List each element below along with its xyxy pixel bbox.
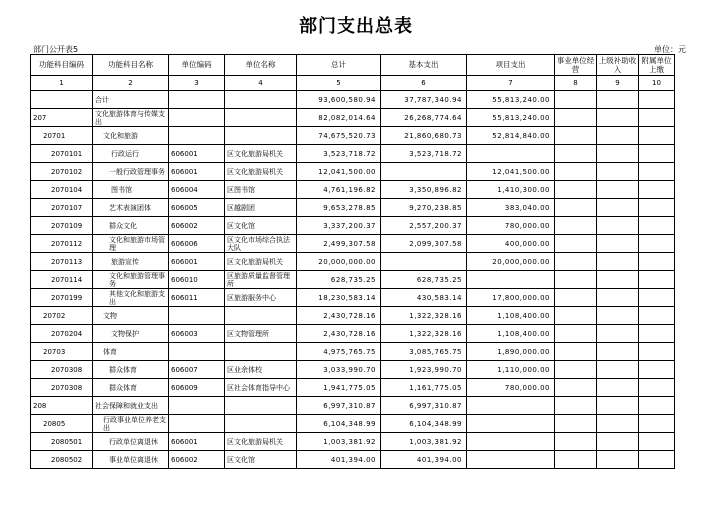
- shiye-cell: [555, 217, 597, 235]
- shiye-cell: [555, 109, 597, 127]
- unit-name-cell: 区旅游服务中心: [225, 289, 297, 307]
- table-row: [31, 109, 675, 127]
- project-cell: [467, 451, 555, 469]
- unit-name-cell: 区业余体校: [225, 361, 297, 379]
- table-row: [31, 451, 675, 469]
- code-cell: 20805: [31, 415, 93, 433]
- name-cell: 文化旅游体育与传媒支出: [93, 109, 169, 127]
- unit-name-cell: 区图书馆: [225, 181, 297, 199]
- basic-cell: 6,997,310.87: [381, 397, 467, 415]
- header-cell: 单位名称: [225, 55, 297, 76]
- fushu-cell: [639, 397, 675, 415]
- index-cell: 10: [639, 76, 675, 91]
- name-cell: 其他文化和旅游支出: [93, 289, 169, 307]
- fushu-cell: [639, 91, 675, 109]
- index-cell: 8: [555, 76, 597, 91]
- code-cell: 207: [31, 109, 93, 127]
- name-cell: 群众体育: [93, 379, 169, 397]
- shangji-cell: [597, 433, 639, 451]
- unit-code-cell: 606001: [169, 163, 225, 181]
- shangji-cell: [597, 127, 639, 145]
- header-cell: 单位编码: [169, 55, 225, 76]
- index-cell: 3: [169, 76, 225, 91]
- unit-code-cell: 606001: [169, 433, 225, 451]
- fushu-cell: [639, 379, 675, 397]
- fushu-cell: [639, 163, 675, 181]
- unit-name-cell: 区文化旅游局机关: [225, 433, 297, 451]
- index-cell: 5: [297, 76, 381, 91]
- name-cell: 文化和旅游管理事务: [93, 271, 169, 289]
- table-row: [31, 271, 675, 289]
- index-cell: 2: [93, 76, 169, 91]
- fushu-cell: [639, 325, 675, 343]
- project-cell: 1,410,300.00: [467, 181, 555, 199]
- code-cell: 2070101: [31, 145, 93, 163]
- basic-cell: 37,787,340.94: [381, 91, 467, 109]
- basic-cell: 1,923,990.70: [381, 361, 467, 379]
- total-cell: 20,000,000.00: [297, 253, 381, 271]
- basic-cell: 401,394.00: [381, 451, 467, 469]
- name-cell: 旅游宣传: [93, 253, 169, 271]
- unit-name-cell: 区文化旅游局机关: [225, 163, 297, 181]
- total-cell: 4,761,196.82: [297, 181, 381, 199]
- unit-name-cell: 区社会体育指导中心: [225, 379, 297, 397]
- shangji-cell: [597, 451, 639, 469]
- unit-code-cell: 606009: [169, 379, 225, 397]
- code-cell: 2070308: [31, 379, 93, 397]
- basic-cell: 2,099,307.58: [381, 235, 467, 253]
- total-cell: 3,337,200.37: [297, 217, 381, 235]
- shangji-cell: [597, 361, 639, 379]
- project-cell: 55,813,240.00: [467, 109, 555, 127]
- fushu-cell: [639, 451, 675, 469]
- unit-code-cell: 606002: [169, 451, 225, 469]
- shiye-cell: [555, 379, 597, 397]
- index-cell: 4: [225, 76, 297, 91]
- unit-name-cell: 区文化馆: [225, 451, 297, 469]
- unit-name-cell: [225, 127, 297, 145]
- name-cell: 文物保护: [93, 325, 169, 343]
- unit-code-cell: [169, 307, 225, 325]
- total-cell: 628,735.25: [297, 271, 381, 289]
- name-cell: 行政事业单位养老支出: [93, 415, 169, 433]
- total-cell: 1,941,775.05: [297, 379, 381, 397]
- unit-code-cell: [169, 343, 225, 361]
- shiye-cell: [555, 163, 597, 181]
- unit-name-cell: 区文化馆: [225, 217, 297, 235]
- total-cell: 401,394.00: [297, 451, 381, 469]
- fushu-cell: [639, 289, 675, 307]
- shiye-cell: [555, 127, 597, 145]
- project-cell: 1,108,400.00: [467, 325, 555, 343]
- code-cell: 2070113: [31, 253, 93, 271]
- code-cell: 2070109: [31, 217, 93, 235]
- table-row: [31, 253, 675, 271]
- shangji-cell: [597, 181, 639, 199]
- shiye-cell: [555, 397, 597, 415]
- table-row: [31, 127, 675, 145]
- total-cell: 2,430,728.16: [297, 325, 381, 343]
- total-cell: 3,033,990.70: [297, 361, 381, 379]
- fushu-cell: [639, 235, 675, 253]
- code-cell: 20703: [31, 343, 93, 361]
- header-cell: 功能科目名称: [93, 55, 169, 76]
- project-cell: 383,040.00: [467, 199, 555, 217]
- table-row: [31, 343, 675, 361]
- project-cell: [467, 271, 555, 289]
- name-cell: 合计: [93, 91, 169, 109]
- index-cell: 7: [467, 76, 555, 91]
- name-cell: 文化和旅游: [93, 127, 169, 145]
- name-cell: 行政单位离退休: [93, 433, 169, 451]
- code-cell: 2070102: [31, 163, 93, 181]
- basic-cell: 9,270,238.85: [381, 199, 467, 217]
- unit-label: 单位：元: [654, 45, 686, 54]
- shangji-cell: [597, 235, 639, 253]
- fushu-cell: [639, 199, 675, 217]
- shiye-cell: [555, 235, 597, 253]
- project-cell: [467, 145, 555, 163]
- shiye-cell: [555, 181, 597, 199]
- basic-cell: 430,583.14: [381, 289, 467, 307]
- fushu-cell: [639, 433, 675, 451]
- shiye-cell: [555, 415, 597, 433]
- table-row: [31, 433, 675, 451]
- fushu-cell: [639, 343, 675, 361]
- shangji-cell: [597, 289, 639, 307]
- total-cell: 2,430,728.16: [297, 307, 381, 325]
- total-cell: 1,003,381.92: [297, 433, 381, 451]
- unit-code-cell: 606002: [169, 217, 225, 235]
- unit-code-cell: 606010: [169, 271, 225, 289]
- shiye-cell: [555, 451, 597, 469]
- header-cell: 总计: [297, 55, 381, 76]
- project-cell: 17,800,000.00: [467, 289, 555, 307]
- name-cell: 一般行政管理事务: [93, 163, 169, 181]
- shangji-cell: [597, 271, 639, 289]
- table-row: [31, 145, 675, 163]
- shangji-cell: [597, 325, 639, 343]
- table-row: [31, 163, 675, 181]
- project-cell: 52,814,840.00: [467, 127, 555, 145]
- unit-code-cell: [169, 91, 225, 109]
- index-cell: 1: [31, 76, 93, 91]
- shiye-cell: [555, 361, 597, 379]
- fushu-cell: [639, 181, 675, 199]
- total-cell: 4,975,765.75: [297, 343, 381, 361]
- table-row: [31, 199, 675, 217]
- unit-code-cell: [169, 127, 225, 145]
- total-cell: 6,997,310.87: [297, 397, 381, 415]
- project-cell: 20,000,000.00: [467, 253, 555, 271]
- basic-cell: 3,350,896.82: [381, 181, 467, 199]
- fushu-cell: [639, 361, 675, 379]
- name-cell: 社会保障和就业支出: [93, 397, 169, 415]
- project-cell: [467, 415, 555, 433]
- fushu-cell: [639, 307, 675, 325]
- total-cell: 2,499,307.58: [297, 235, 381, 253]
- name-cell: 事业单位离退休: [93, 451, 169, 469]
- project-cell: 780,000.00: [467, 379, 555, 397]
- fushu-cell: [639, 415, 675, 433]
- code-cell: 20701: [31, 127, 93, 145]
- unit-code-cell: 606006: [169, 235, 225, 253]
- code-cell: 2070104: [31, 181, 93, 199]
- basic-cell: 1,322,328.16: [381, 325, 467, 343]
- shiye-cell: [555, 433, 597, 451]
- code-cell: 2080502: [31, 451, 93, 469]
- table-row: [31, 415, 675, 433]
- total-cell: 93,600,580.94: [297, 91, 381, 109]
- code-cell: 208: [31, 397, 93, 415]
- fushu-cell: [639, 127, 675, 145]
- name-cell: 艺术表演团体: [93, 199, 169, 217]
- table-row: [31, 379, 675, 397]
- header-cell: 基本支出: [381, 55, 467, 76]
- header-cell: 附属单位上缴: [639, 55, 675, 76]
- total-cell: 12,041,500.00: [297, 163, 381, 181]
- total-cell: 3,523,718.72: [297, 145, 381, 163]
- unit-code-cell: 606003: [169, 325, 225, 343]
- project-cell: 55,813,240.00: [467, 91, 555, 109]
- basic-cell: 1,322,328.16: [381, 307, 467, 325]
- total-cell: 82,082,014.64: [297, 109, 381, 127]
- unit-name-cell: [225, 307, 297, 325]
- project-cell: [467, 433, 555, 451]
- shangji-cell: [597, 199, 639, 217]
- code-cell: 2070112: [31, 235, 93, 253]
- total-cell: 74,675,520.73: [297, 127, 381, 145]
- shangji-cell: [597, 343, 639, 361]
- shiye-cell: [555, 271, 597, 289]
- name-cell: 图书馆: [93, 181, 169, 199]
- basic-cell: 3,085,765.75: [381, 343, 467, 361]
- project-cell: 1,110,000.00: [467, 361, 555, 379]
- unit-name-cell: [225, 91, 297, 109]
- basic-cell: [381, 253, 467, 271]
- name-cell: 群众文化: [93, 217, 169, 235]
- basic-cell: 21,860,680.73: [381, 127, 467, 145]
- project-cell: 780,000.00: [467, 217, 555, 235]
- basic-cell: 2,557,200.37: [381, 217, 467, 235]
- form-label: 部门公开表5: [33, 45, 79, 54]
- unit-name-cell: [225, 415, 297, 433]
- total-cell: 9,653,278.85: [297, 199, 381, 217]
- page-title: 部门支出总表: [299, 16, 413, 37]
- project-cell: 12,041,500.00: [467, 163, 555, 181]
- basic-cell: 1,161,775.05: [381, 379, 467, 397]
- shangji-cell: [597, 145, 639, 163]
- fushu-cell: [639, 109, 675, 127]
- fushu-cell: [639, 217, 675, 235]
- project-cell: 400,000.00: [467, 235, 555, 253]
- name-cell: 文化和旅游市场管理: [93, 235, 169, 253]
- project-cell: 1,890,000.00: [467, 343, 555, 361]
- unit-code-cell: [169, 397, 225, 415]
- name-cell: 群众体育: [93, 361, 169, 379]
- unit-name-cell: 区文物管理所: [225, 325, 297, 343]
- code-cell: 2080501: [31, 433, 93, 451]
- code-cell: [31, 91, 93, 109]
- unit-name-cell: 区越剧团: [225, 199, 297, 217]
- unit-code-cell: 606007: [169, 361, 225, 379]
- header-cell: 上级补助收入: [597, 55, 639, 76]
- table-row: [31, 235, 675, 253]
- table-row: [31, 181, 675, 199]
- unit-code-cell: 606001: [169, 145, 225, 163]
- basic-cell: 628,735.25: [381, 271, 467, 289]
- shangji-cell: [597, 217, 639, 235]
- shiye-cell: [555, 289, 597, 307]
- shangji-cell: [597, 109, 639, 127]
- table-body: [31, 91, 675, 469]
- fushu-cell: [639, 253, 675, 271]
- shangji-cell: [597, 163, 639, 181]
- total-cell: 6,104,348.99: [297, 415, 381, 433]
- unit-name-cell: [225, 343, 297, 361]
- shiye-cell: [555, 145, 597, 163]
- shiye-cell: [555, 91, 597, 109]
- header-cell: 功能科目编码: [31, 55, 93, 76]
- index-cell: 9: [597, 76, 639, 91]
- shiye-cell: [555, 325, 597, 343]
- code-cell: 2070308: [31, 361, 93, 379]
- name-cell: 行政运行: [93, 145, 169, 163]
- code-cell: 2070204: [31, 325, 93, 343]
- shangji-cell: [597, 307, 639, 325]
- total-cell: 18,230,583.14: [297, 289, 381, 307]
- shangji-cell: [597, 397, 639, 415]
- header-cell: 项目支出: [467, 55, 555, 76]
- header-row: [31, 55, 675, 76]
- table-row: [31, 289, 675, 307]
- fushu-cell: [639, 145, 675, 163]
- shangji-cell: [597, 91, 639, 109]
- header-cell: 事业单位经营: [555, 55, 597, 76]
- code-cell: 2070107: [31, 199, 93, 217]
- shiye-cell: [555, 307, 597, 325]
- shiye-cell: [555, 253, 597, 271]
- table-row: [31, 217, 675, 235]
- unit-name-cell: [225, 109, 297, 127]
- project-cell: 1,108,400.00: [467, 307, 555, 325]
- table-row: [31, 361, 675, 379]
- unit-code-cell: 606001: [169, 253, 225, 271]
- shangji-cell: [597, 415, 639, 433]
- unit-name-cell: 区旅游质量监督管理所: [225, 271, 297, 289]
- expenditure-table: [30, 54, 675, 469]
- basic-cell: 6,104,348.99: [381, 415, 467, 433]
- shangji-cell: [597, 379, 639, 397]
- unit-code-cell: 606005: [169, 199, 225, 217]
- unit-code-cell: 606011: [169, 289, 225, 307]
- unit-code-cell: [169, 109, 225, 127]
- code-cell: 20702: [31, 307, 93, 325]
- basic-cell: [381, 163, 467, 181]
- name-cell: 文物: [93, 307, 169, 325]
- shiye-cell: [555, 199, 597, 217]
- unit-name-cell: 区文化旅游局机关: [225, 145, 297, 163]
- basic-cell: 3,523,718.72: [381, 145, 467, 163]
- table-row: [31, 91, 675, 109]
- table-row: [31, 397, 675, 415]
- basic-cell: 1,003,381.92: [381, 433, 467, 451]
- unit-code-cell: [169, 415, 225, 433]
- table-row: [31, 307, 675, 325]
- shiye-cell: [555, 343, 597, 361]
- table-row: [31, 325, 675, 343]
- fushu-cell: [639, 271, 675, 289]
- unit-name-cell: [225, 397, 297, 415]
- unit-code-cell: 606004: [169, 181, 225, 199]
- name-cell: 体育: [93, 343, 169, 361]
- basic-cell: 26,268,774.64: [381, 109, 467, 127]
- unit-name-cell: 区文化旅游局机关: [225, 253, 297, 271]
- column-index-row: [31, 76, 675, 91]
- code-cell: 2070114: [31, 271, 93, 289]
- code-cell: 2070199: [31, 289, 93, 307]
- project-cell: [467, 397, 555, 415]
- unit-name-cell: 区文化市场综合执法大队: [225, 235, 297, 253]
- shangji-cell: [597, 253, 639, 271]
- index-cell: 6: [381, 76, 467, 91]
